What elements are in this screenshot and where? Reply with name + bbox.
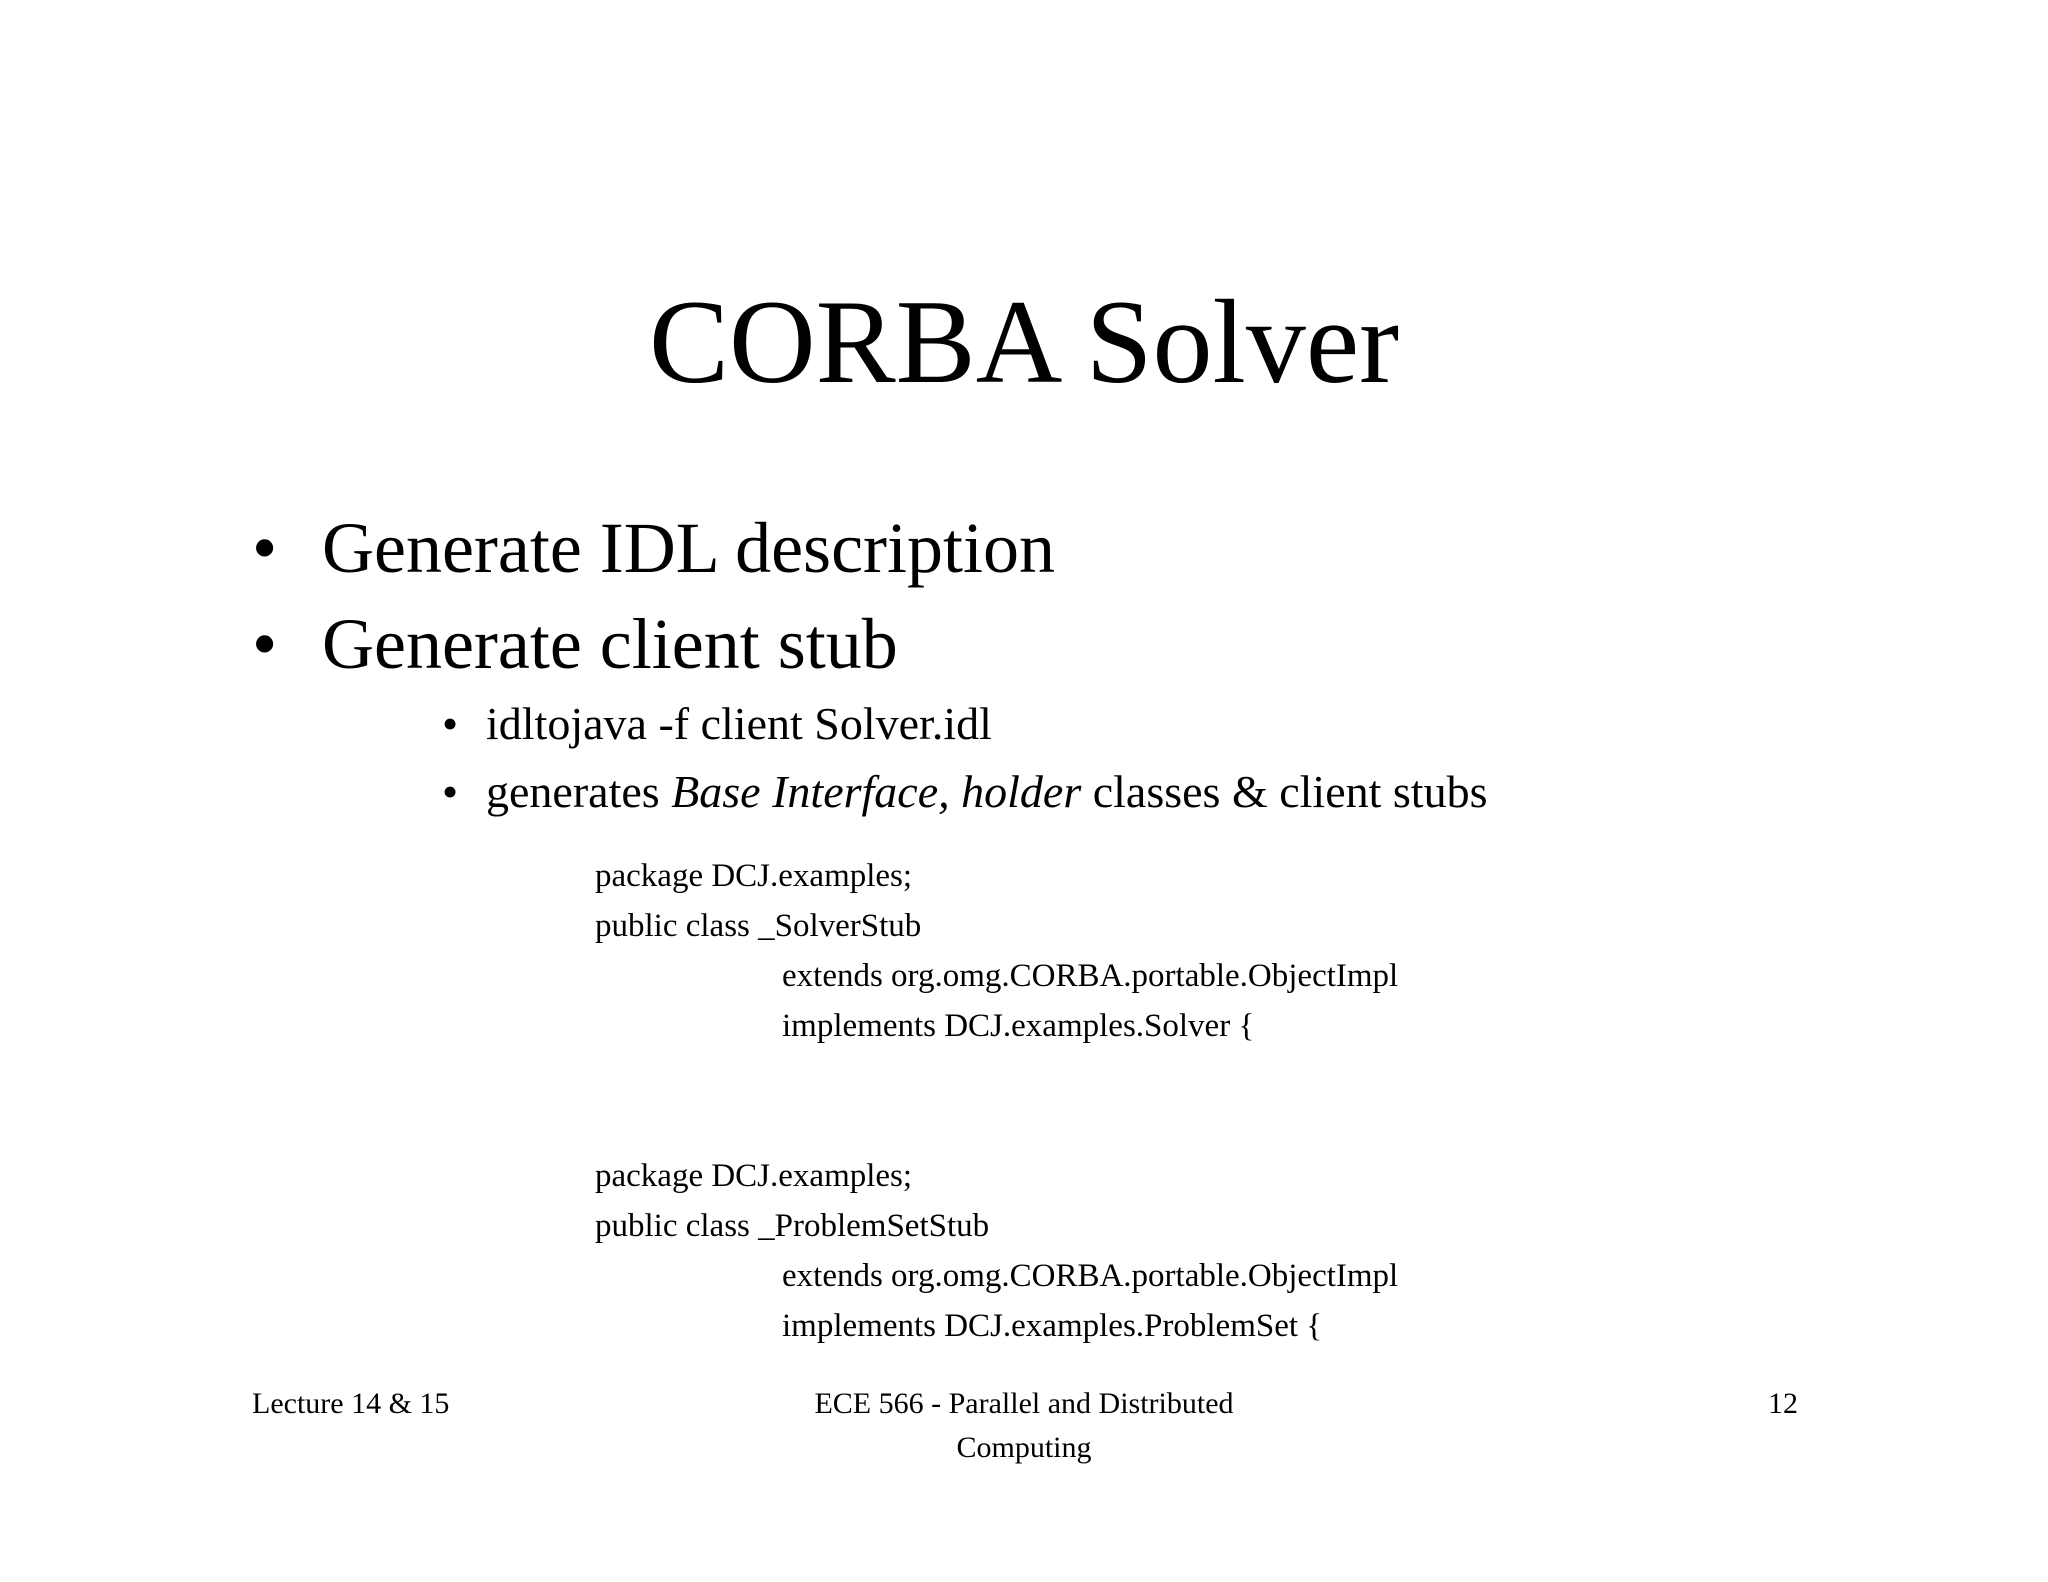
footer-course-line1: ECE 566 - Parallel and Distributed	[814, 1387, 1234, 1420]
slide-title: CORBA Solver	[648, 275, 1400, 408]
command-text: idltojava -f client Solver.idl	[486, 698, 992, 749]
code-line: implements DCJ.examples.ProblemSet {	[782, 1308, 1323, 1344]
code-line: package DCJ.examples;	[595, 858, 913, 894]
bullet-text: Generate client stub	[322, 604, 898, 684]
code-line: public class _SolverStub	[595, 908, 922, 944]
bullet-dot: •	[252, 604, 278, 684]
bullet-dot: •	[252, 508, 278, 588]
generates-italic: Base Interface, holder	[671, 766, 1082, 817]
code-line: package DCJ.examples;	[595, 1158, 913, 1194]
code-line: extends org.omg.CORBA.portable.ObjectImpl	[782, 958, 1399, 994]
footer-course-line2: Computing	[956, 1431, 1092, 1464]
sub-bullet-dot: •	[442, 698, 459, 749]
generates-prefix: generates	[486, 766, 672, 817]
generates-suffix: classes & client stubs	[1081, 766, 1488, 817]
code-line: extends org.omg.CORBA.portable.ObjectImpl	[782, 1258, 1399, 1294]
bullet-text: Generate IDL description	[322, 508, 1056, 588]
generates-text	[486, 764, 1488, 820]
page-number: 12	[1768, 1387, 1798, 1420]
code-line: public class _ProblemSetStub	[595, 1208, 990, 1244]
footer-lecture: Lecture 14 & 15	[252, 1387, 450, 1420]
code-line: implements DCJ.examples.Solver {	[782, 1008, 1255, 1044]
footer-course	[724, 1382, 1324, 1470]
sub-bullet-dot: •	[442, 766, 459, 817]
